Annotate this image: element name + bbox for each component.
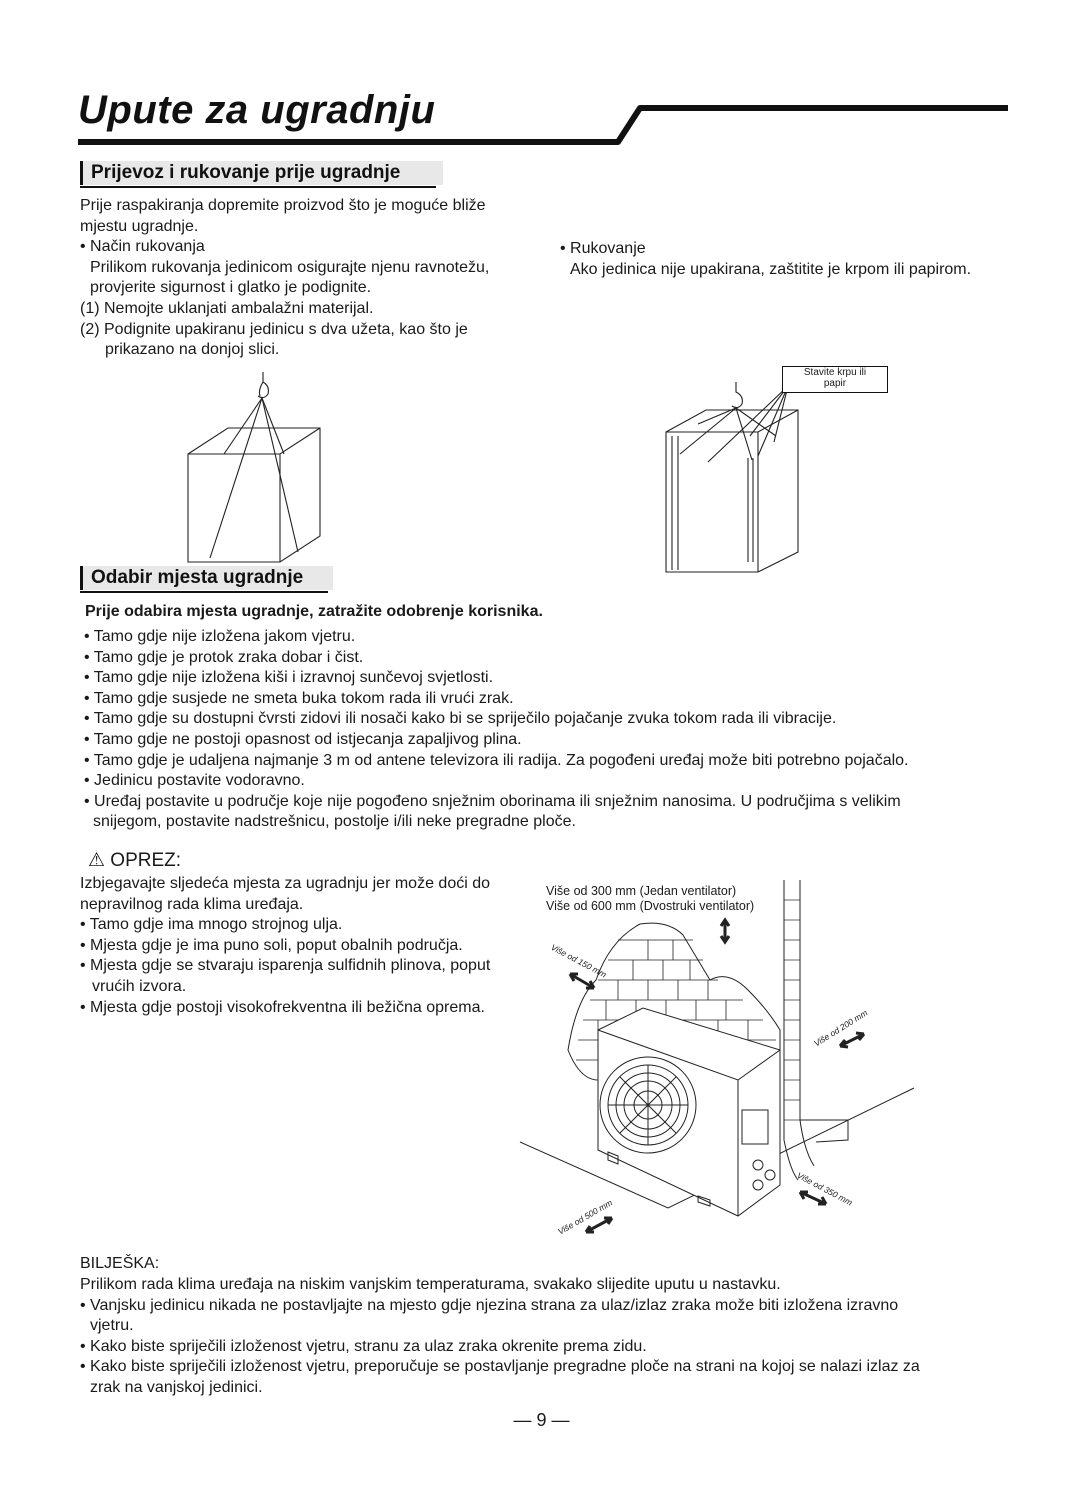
location-intro: Prije odabira mjesta ugradnje, zatražite odobrenje korisnika.	[85, 603, 543, 620]
text-line: Izbjegavajte sljedeća mjesta za ugradnju jer može doći do	[80, 875, 491, 892]
page-number: — 9 —	[513, 1410, 570, 1430]
title-rule	[0, 0, 1083, 160]
text-line: • Rukovanje	[560, 240, 646, 257]
text-line: Prije raspakiranja dopremite proizvod što je moguće bliže	[80, 197, 486, 214]
text-line: Prilikom rukovanja jedinicom osigurajte njenu ravnotežu,	[90, 258, 490, 276]
cloth-label-line: Stavite krpu ili	[803, 367, 867, 378]
section-heading-transport	[80, 161, 443, 185]
list-item: • Tamo gdje ne postoji opasnost od istjecanja zapaljivog plina.	[84, 730, 522, 748]
section-heading-location-text: Odabir mjesta ugradnje	[91, 567, 304, 588]
list-item: • Uređaj postavite u područje koje nije pogođeno snježnim oborinama ili snježnim nanosima. U područjima s velikim	[84, 792, 901, 810]
section-underline	[80, 591, 328, 593]
clearance-top-label	[546, 884, 754, 914]
list-item: • Tamo gdje ima mnogo strojnog ulja.	[80, 916, 343, 934]
list-item: • Tamo gdje je protok zraka dobar i čist.	[84, 648, 364, 666]
list-item: zrak na vanjskoj jedinici.	[90, 1378, 263, 1396]
clearance-diagram	[518, 880, 918, 1240]
text-line: Ako jedinica nije upakirana, zaštitite je krpom ili papirom.	[570, 260, 972, 278]
list-item: • Tamo gdje nije izložena jakom vjetru.	[84, 628, 356, 645]
list-item: • Mjesta gdje postoji visokofrekventna ili bežična oprema.	[80, 998, 485, 1016]
text-line: (1) Nemojte uklanjati ambalažni materijal.	[80, 299, 374, 317]
transport-text-right	[560, 239, 971, 280]
cloth-label	[782, 366, 888, 393]
cloth-label-line: papir	[823, 378, 847, 389]
text-line: • Način rukovanja	[80, 238, 205, 256]
unit-cloth-protection-illustration	[658, 362, 894, 576]
page-title: Upute za ugradnju	[78, 88, 436, 132]
list-item: • Vanjsku jedinicu nikada ne postavljajte na mjesto gdje njezina strana za ulaz/izlaz zraka može biti izložena izravno	[80, 1296, 899, 1314]
note-heading: BILJEŠKA:	[80, 1255, 160, 1272]
list-item: vrućih izvora.	[92, 977, 187, 995]
section-heading-transport-text: Prijevoz i rukovanje prije ugradnje	[91, 162, 401, 183]
text-line: prikazano na donjoj slici.	[105, 341, 280, 359]
packaged-unit-lift-illustration	[180, 368, 340, 568]
text-line: Prilikom rada klima uređaja na niskim vanjskim temperaturama, svakako slijedite uputu u nastavku.	[80, 1276, 781, 1293]
list-item: • Mjesta gdje se stvaraju isparenja sulfidnih plinova, poput	[80, 957, 491, 975]
list-item: • Tamo gdje su dostupni čvrsti zidovi ili nosači kako bi se spriječilo pojačanje zvuka tokom rada ili vibracije.	[84, 710, 837, 728]
list-item: snijegom, postavite nadstrešnicu, postolje i/ili neke pregradne ploče.	[93, 813, 576, 831]
clearance-front-label: Više od 500 mm	[556, 1197, 615, 1237]
list-item: • Tamo gdje susjede ne smeta buka tokom rada ili vrući zrak.	[84, 689, 514, 707]
list-item: • Tamo gdje nije izložena kiši i izravnoj sunčevoj svjetlosti.	[84, 669, 494, 687]
clearance-right-label: Više od 200 mm	[812, 1007, 870, 1049]
caution-text	[80, 874, 490, 1018]
clearance-top-label-2: Više od 600 mm (Dvostruki ventilator)	[546, 899, 755, 913]
clearance-side-label: Više od 350 mm	[795, 1170, 855, 1208]
caution-heading: ⚠ OPREZ:	[88, 850, 182, 871]
list-item: • Kako biste spriječili izloženost vjetru, stranu za ulaz zraka okrenite prema zidu.	[80, 1337, 647, 1355]
section-heading-location	[80, 566, 333, 590]
list-item: vjetru.	[90, 1317, 134, 1335]
section-underline	[80, 186, 436, 188]
text-line: provjerite sigurnost i glatko je podignite.	[90, 279, 372, 297]
transport-text-left	[80, 196, 489, 361]
location-list	[84, 627, 909, 833]
list-item: • Kako biste spriječili izloženost vjetru, preporučuje se postavljanje pregradne ploče na strani na kojoj se nalazi izlaz za	[80, 1358, 920, 1376]
clearance-top-label-1: Više od 300 mm (Jedan ventilator)	[546, 884, 737, 898]
list-item: • Tamo gdje je udaljena najmanje 3 m od antene televizora ili radija. Za pogođeni uređaj može biti potrebno pojačalo.	[84, 751, 909, 769]
list-item: • Mjesta gdje je ima puno soli, poput obalnih područja.	[80, 936, 463, 954]
text-line: (2) Podignite upakiranu jedinicu s dva užeta, kao što je	[80, 320, 468, 338]
note-text	[80, 1275, 920, 1399]
clearance-left-label: Više od 150 mm	[549, 942, 609, 980]
text-line: mjestu ugradnje.	[80, 217, 199, 235]
list-item: • Jedinicu postavite vodoravno.	[84, 772, 305, 790]
text-line: nepravilnog rada klima uređaja.	[80, 895, 304, 913]
